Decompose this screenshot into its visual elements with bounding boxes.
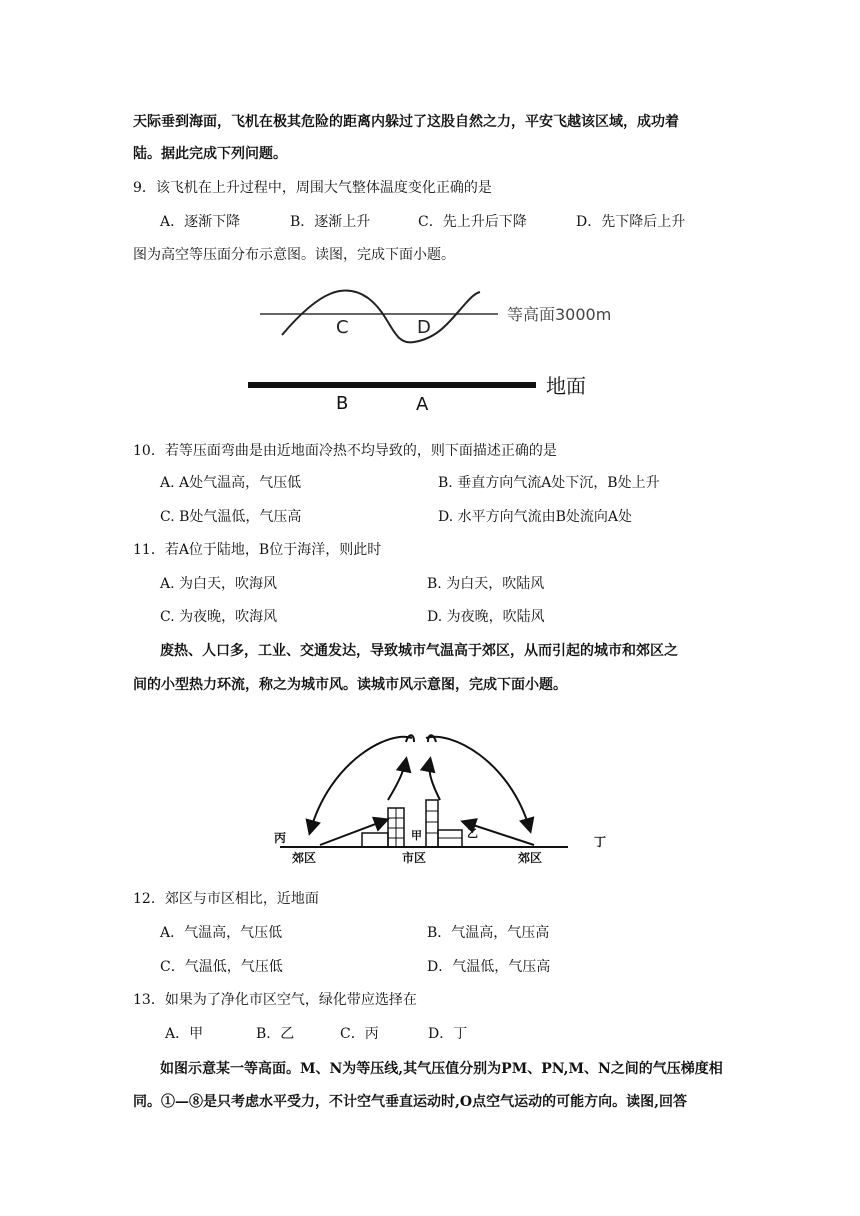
fig1-caption: 图为高空等压面分布示意图。读图，完成下面小题。 [133, 247, 455, 263]
q11-option-a: A. 为白天，吹海风 [160, 576, 278, 592]
q13-stem: 13．如果为了净化市区空气，绿化带应选择在 [133, 992, 417, 1008]
q12-stem: 12．郊区与市区相比，近地面 [133, 891, 319, 907]
q9-stem: 9．该飞机在上升过程中，周围大气整体温度变化正确的是 [133, 180, 492, 196]
final-para-2: 同。①—⑧是只考虑水平受力，不计空气垂直运动时,O点空气运动的可能方向。读图,回答 [133, 1094, 687, 1110]
building-right-tall [426, 800, 438, 847]
building-left-low [362, 833, 388, 847]
q13-option-b: B．乙 [256, 1026, 295, 1042]
label-city: 市区 [402, 851, 427, 865]
q10-option-c: C. B处气温低，气压高 [160, 509, 302, 525]
rising-air-left [388, 760, 406, 800]
q12-option-d: D．气温低，气压高 [427, 959, 551, 975]
upper-outflow-right [426, 737, 530, 830]
point-a-label: A [416, 394, 429, 415]
ground-label: 地面 [546, 374, 586, 398]
q10-stem: 10．若等压面弯曲是由近地面冷热不均导致的，则下面描述正确的是 [133, 443, 557, 459]
q10-option-d: D. 水平方向气流由B处流向A处 [438, 509, 633, 525]
q10-option-a: A. A处气温高，气压低 [160, 475, 302, 491]
q12-option-c: C．气温低，气压低 [160, 959, 283, 975]
rising-air-right [429, 760, 440, 800]
q11-stem: 11．若A位于陆地，B位于海洋，则此时 [133, 542, 382, 558]
city-wind-para-2: 间的小型热力环流，称之为城市风。读城市风示意图，完成下面小题。 [133, 677, 567, 693]
q9-option-b: B．逐渐上升 [290, 214, 371, 230]
q9-option-a: A．逐渐下降 [160, 214, 241, 230]
isobar-label: 等高面3000m [507, 305, 612, 324]
label-yi: 乙 [467, 827, 478, 840]
q10-option-b: B. 垂直方向气流A处下沉，B处上升 [438, 475, 660, 491]
q11-option-c: C. 为夜晚，吹海风 [160, 609, 278, 625]
q12-option-b: B．气温高，气压高 [427, 925, 550, 941]
point-d-label: D [417, 317, 431, 338]
q11-option-d: D. 为夜晚，吹陆风 [427, 609, 545, 625]
q9-option-c: C．先上升后下降 [418, 214, 527, 230]
label-jia: 甲 [411, 829, 422, 842]
intro-line-2: 陆。据此完成下列问题。 [133, 146, 287, 162]
q9-option-d: D．先下降后上升 [576, 214, 686, 230]
q13-option-a: A．甲 [165, 1026, 204, 1042]
final-para-1: 如图示意某一等高面。M、N为等压线,其气压值分别为PM、PN,M、N之间的气压梯度相 [160, 1061, 723, 1077]
label-suburb-right: 郊区 [518, 851, 543, 865]
q11-option-b: B. 为白天，吹陆风 [427, 576, 545, 592]
intro-line-1: 天际垂到海面，飞机在极其危险的距离内躲过了这股自然之力，平安飞越该区域，成功着 [133, 114, 679, 130]
q13-option-d: D．丁 [428, 1026, 468, 1042]
city-wind-para-1: 废热、人口多，工业、交通发达，导致城市气温高于郊区，从而引起的城市和郊区之 [160, 643, 678, 659]
point-c-label: C [336, 317, 349, 338]
label-ding: 丁 [594, 835, 607, 849]
q13-option-c: C．丙 [340, 1026, 379, 1042]
point-b-label: B [336, 393, 349, 414]
label-bing: 丙 [274, 831, 287, 845]
label-suburb-left: 郊区 [292, 851, 317, 865]
q12-option-a: A．气温高，气压低 [160, 925, 283, 941]
